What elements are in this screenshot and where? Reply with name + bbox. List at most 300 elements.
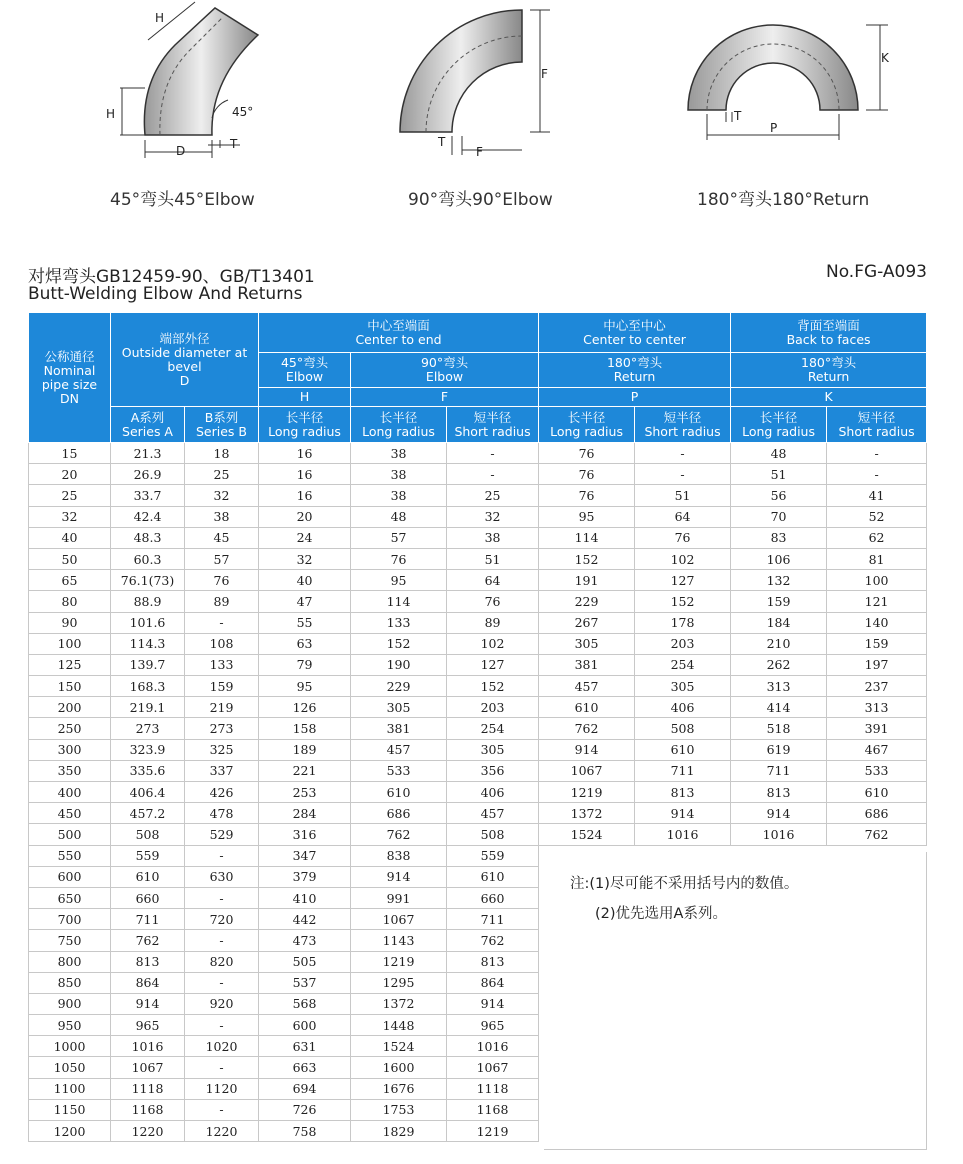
table-cell: 550 <box>29 845 111 866</box>
table-cell: 1016 <box>447 1036 539 1057</box>
table-cell: 379 <box>259 866 351 887</box>
table-cell: 21.3 <box>111 443 185 464</box>
table-cell: 101.6 <box>111 612 185 633</box>
table-row <box>29 739 927 760</box>
k-long-header: 长半径 Long radius <box>731 407 827 443</box>
series-b-header: B系列 Series B <box>185 407 259 443</box>
table-cell: 95 <box>351 570 447 591</box>
table-cell: 381 <box>351 718 447 739</box>
table-cell: 711 <box>731 760 827 781</box>
table-cell: 189 <box>259 739 351 760</box>
note-1: 注:(1)尽可能不采用括号内的数值。 <box>570 876 799 892</box>
table-cell: 619 <box>731 739 827 760</box>
table-cell: - <box>185 612 259 633</box>
table-cell: 610 <box>539 697 635 718</box>
table-cell: 127 <box>635 570 731 591</box>
table-cell: - <box>635 464 731 485</box>
table-row <box>29 697 927 718</box>
table-cell: 45 <box>185 527 259 548</box>
table-cell: 356 <box>447 760 539 781</box>
table-cell: 305 <box>539 633 635 654</box>
table-cell: 254 <box>447 718 539 739</box>
table-cell: 914 <box>351 866 447 887</box>
table-cell: 406 <box>635 697 731 718</box>
table-cell: 508 <box>635 718 731 739</box>
table-cell: 219.1 <box>111 697 185 718</box>
table-cell: 820 <box>185 951 259 972</box>
table-cell: 559 <box>447 845 539 866</box>
table-cell: 20 <box>259 506 351 527</box>
elbow-45-caption: 45°弯头45°Elbow <box>110 190 255 210</box>
table-cell: 813 <box>111 951 185 972</box>
table-cell: 508 <box>111 824 185 845</box>
table-cell: 965 <box>447 1015 539 1036</box>
table-cell: 88.9 <box>111 591 185 612</box>
table-cell: 758 <box>259 1121 351 1142</box>
table-cell: 694 <box>259 1078 351 1099</box>
table-cell: 457 <box>539 676 635 697</box>
table-cell: 610 <box>447 866 539 887</box>
table-cell: 48 <box>351 506 447 527</box>
table-cell: 720 <box>185 909 259 930</box>
table-cell: 132 <box>731 570 827 591</box>
table-cell: 95 <box>259 676 351 697</box>
table-cell: 15 <box>29 443 111 464</box>
table-cell: 813 <box>731 782 827 803</box>
table-cell: 159 <box>731 591 827 612</box>
table-cell: 250 <box>29 718 111 739</box>
table-cell: 102 <box>635 548 731 569</box>
table-cell: 406 <box>447 782 539 803</box>
elbow-90-diagram <box>390 0 570 170</box>
table-cell: 184 <box>731 612 827 633</box>
table-cell: 178 <box>635 612 731 633</box>
table-cell: 56 <box>731 485 827 506</box>
table-cell: 600 <box>259 1015 351 1036</box>
table-cell: 90 <box>29 612 111 633</box>
table-cell: 152 <box>447 676 539 697</box>
center-to-center-header: 中心至中心 Center to center <box>539 313 731 353</box>
table-cell: 24 <box>259 527 351 548</box>
table-cell: 106 <box>731 548 827 569</box>
table-cell: - <box>447 443 539 464</box>
table-cell: 62 <box>827 527 927 548</box>
table-cell: 610 <box>635 739 731 760</box>
table-cell: 920 <box>185 993 259 1014</box>
table-cell: 168.3 <box>111 676 185 697</box>
document-number: No.FG-A093 <box>825 262 927 282</box>
table-cell: 762 <box>111 930 185 951</box>
table-cell: 381 <box>539 654 635 675</box>
table-cell: 711 <box>635 760 731 781</box>
table-cell: 65 <box>29 570 111 591</box>
table-cell: 76 <box>351 548 447 569</box>
f-side-label: F <box>541 67 548 81</box>
table-cell: 313 <box>731 676 827 697</box>
table-cell: 262 <box>731 654 827 675</box>
table-cell: 64 <box>447 570 539 591</box>
table-cell: - <box>635 443 731 464</box>
elbow-90-header: 90°弯头 Elbow <box>351 353 539 388</box>
table-cell: 57 <box>351 527 447 548</box>
table-row <box>29 654 927 675</box>
table-row <box>29 760 927 781</box>
table-cell: 1600 <box>351 1057 447 1078</box>
table-cell: 335.6 <box>111 760 185 781</box>
back-to-faces-header: 背面至端面 Back to faces <box>731 313 927 353</box>
table-cell: 442 <box>259 909 351 930</box>
table-cell: 610 <box>351 782 447 803</box>
table-cell: 900 <box>29 993 111 1014</box>
table-cell: 40 <box>259 570 351 591</box>
t-label: T <box>230 137 238 151</box>
table-cell: 1220 <box>111 1121 185 1142</box>
table-cell: 38 <box>185 506 259 527</box>
table-cell: 152 <box>351 633 447 654</box>
table-cell: 32 <box>447 506 539 527</box>
table-cell: 26.9 <box>111 464 185 485</box>
table-cell: 133 <box>185 654 259 675</box>
table-row <box>29 527 927 548</box>
p-short-header: 短半径 Short radius <box>635 407 731 443</box>
table-cell: 203 <box>447 697 539 718</box>
table-row <box>29 803 927 824</box>
f-label: F <box>476 145 483 159</box>
f-short-header: 短半径 Short radius <box>447 407 539 443</box>
table-row <box>29 464 927 485</box>
table-row <box>29 676 927 697</box>
table-row <box>29 782 927 803</box>
table-cell: 762 <box>539 718 635 739</box>
table-cell: 16 <box>259 443 351 464</box>
table-row <box>29 612 927 633</box>
table-cell: 70 <box>731 506 827 527</box>
table-cell: 537 <box>259 972 351 993</box>
table-cell: 237 <box>827 676 927 697</box>
table-cell: 102 <box>447 633 539 654</box>
table-row <box>29 633 927 654</box>
symbol-p: P <box>539 388 731 407</box>
return-180-p-header: 180°弯头 Return <box>539 353 731 388</box>
table-cell: 914 <box>111 993 185 1014</box>
h-side-label: H <box>106 107 116 121</box>
table-cell: 414 <box>731 697 827 718</box>
table-cell: 1168 <box>447 1099 539 1120</box>
table-cell: 400 <box>29 782 111 803</box>
table-cell: 478 <box>185 803 259 824</box>
table-cell: 914 <box>447 993 539 1014</box>
table-cell: 76 <box>635 527 731 548</box>
table-cell: 1067 <box>111 1057 185 1078</box>
table-cell: 127 <box>447 654 539 675</box>
table-cell: 1016 <box>635 824 731 845</box>
table-cell: 950 <box>29 1015 111 1036</box>
table-cell: 48 <box>731 443 827 464</box>
table-cell: 1143 <box>351 930 447 951</box>
symbol-f: F <box>351 388 539 407</box>
table-cell: 38 <box>351 485 447 506</box>
table-cell: 89 <box>185 591 259 612</box>
table-cell: 316 <box>259 824 351 845</box>
table-cell: 914 <box>635 803 731 824</box>
table-cell: 305 <box>447 739 539 760</box>
table-cell: - <box>185 845 259 866</box>
table-cell: 337 <box>185 760 259 781</box>
title-english: Butt-Welding Elbow And Returns <box>28 284 303 304</box>
table-cell: 1448 <box>351 1015 447 1036</box>
table-cell: 323.9 <box>111 739 185 760</box>
table-row <box>29 824 927 845</box>
table-cell: 100 <box>827 570 927 591</box>
table-cell: 38 <box>351 443 447 464</box>
table-cell: 152 <box>539 548 635 569</box>
p-label: P <box>770 121 778 135</box>
table-cell: 229 <box>351 676 447 697</box>
table-cell: 568 <box>259 993 351 1014</box>
table-row <box>29 591 927 612</box>
table-cell: 1753 <box>351 1099 447 1120</box>
table-cell: 76 <box>539 464 635 485</box>
table-cell: 650 <box>29 887 111 908</box>
table-cell: 51 <box>731 464 827 485</box>
elbow-45-diagram <box>100 0 280 175</box>
symbol-h: H <box>259 388 351 407</box>
title-chinese: 对焊弯头GB12459-90、GB/T13401 <box>28 267 315 287</box>
table-cell: 1118 <box>111 1078 185 1099</box>
table-cell: 159 <box>827 633 927 654</box>
table-cell: 467 <box>827 739 927 760</box>
table-cell: 313 <box>827 697 927 718</box>
table-row <box>29 548 927 569</box>
table-cell: 1067 <box>539 760 635 781</box>
table-cell: 133 <box>351 612 447 633</box>
table-cell: 1219 <box>539 782 635 803</box>
table-cell: 1220 <box>185 1121 259 1142</box>
table-cell: 1372 <box>539 803 635 824</box>
table-cell: 610 <box>827 782 927 803</box>
table-cell: 726 <box>259 1099 351 1120</box>
table-cell: 686 <box>351 803 447 824</box>
table-cell: 76.1(73) <box>111 570 185 591</box>
table-cell: 1524 <box>539 824 635 845</box>
table-cell: 1100 <box>29 1078 111 1099</box>
table-cell: 89 <box>447 612 539 633</box>
table-cell: 813 <box>447 951 539 972</box>
table-cell: 1200 <box>29 1121 111 1142</box>
table-cell: 18 <box>185 443 259 464</box>
table-cell: 630 <box>185 866 259 887</box>
table-cell: 38 <box>447 527 539 548</box>
table-cell: 76 <box>185 570 259 591</box>
table-cell: 965 <box>111 1015 185 1036</box>
table-cell: 1067 <box>351 909 447 930</box>
table-cell: 273 <box>111 718 185 739</box>
h-long-header: 长半径 Long radius <box>259 407 351 443</box>
table-cell: 33.7 <box>111 485 185 506</box>
table-cell: 254 <box>635 654 731 675</box>
table-cell: 850 <box>29 972 111 993</box>
table-cell: 63 <box>259 633 351 654</box>
table-cell: 60.3 <box>111 548 185 569</box>
table-cell: 200 <box>29 697 111 718</box>
table-cell: 762 <box>827 824 927 845</box>
table-cell: 32 <box>29 506 111 527</box>
table-cell: 1524 <box>351 1036 447 1057</box>
table-cell: 197 <box>827 654 927 675</box>
table-cell: 813 <box>635 782 731 803</box>
table-cell: 305 <box>351 697 447 718</box>
table-cell: 114 <box>539 527 635 548</box>
table-cell: 1219 <box>447 1121 539 1142</box>
table-cell: 267 <box>539 612 635 633</box>
table-cell: 83 <box>731 527 827 548</box>
table-cell: 158 <box>259 718 351 739</box>
table-cell: 800 <box>29 951 111 972</box>
table-cell: 518 <box>731 718 827 739</box>
table-cell: 80 <box>29 591 111 612</box>
notes-box-outline <box>544 852 927 1150</box>
table-cell: 253 <box>259 782 351 803</box>
table-cell: 660 <box>111 887 185 908</box>
table-cell: 686 <box>827 803 927 824</box>
table-cell: 529 <box>185 824 259 845</box>
table-cell: 347 <box>259 845 351 866</box>
table-cell: 914 <box>731 803 827 824</box>
table-cell: 125 <box>29 654 111 675</box>
table-cell: - <box>185 1099 259 1120</box>
return-180-diagram <box>670 0 900 160</box>
table-cell: 505 <box>259 951 351 972</box>
table-cell: 1120 <box>185 1078 259 1099</box>
t-label: T <box>438 135 446 149</box>
table-cell: 32 <box>185 485 259 506</box>
table-cell: 50 <box>29 548 111 569</box>
table-cell: 1168 <box>111 1099 185 1120</box>
table-cell: 229 <box>539 591 635 612</box>
center-to-end-header: 中心至端面 Center to end <box>259 313 539 353</box>
d-label: D <box>176 144 186 158</box>
symbol-k: K <box>731 388 927 407</box>
table-cell: 711 <box>111 909 185 930</box>
table-cell: 300 <box>29 739 111 760</box>
table-cell: 500 <box>29 824 111 845</box>
table-cell: 76 <box>539 485 635 506</box>
table-cell: 533 <box>827 760 927 781</box>
table-cell: 159 <box>185 676 259 697</box>
table-cell: 838 <box>351 845 447 866</box>
table-cell: 273 <box>185 718 259 739</box>
table-cell: 600 <box>29 866 111 887</box>
table-cell: 150 <box>29 676 111 697</box>
table-cell: 610 <box>111 866 185 887</box>
table-cell: 1067 <box>447 1057 539 1078</box>
nominal-header: 公称通径 Nominal pipe size DN <box>29 313 111 443</box>
table-cell: 1219 <box>351 951 447 972</box>
table-cell: 914 <box>539 739 635 760</box>
table-cell: 1016 <box>731 824 827 845</box>
table-cell: - <box>185 887 259 908</box>
table-cell: 1372 <box>351 993 447 1014</box>
table-cell: 79 <box>259 654 351 675</box>
table-cell: 1676 <box>351 1078 447 1099</box>
f-long-header: 长半径 Long radius <box>351 407 447 443</box>
table-row <box>29 570 927 591</box>
table-cell: 76 <box>447 591 539 612</box>
table-cell: - <box>185 972 259 993</box>
table-cell: 864 <box>447 972 539 993</box>
table-cell: 406.4 <box>111 782 185 803</box>
table-cell: - <box>185 1057 259 1078</box>
table-cell: 81 <box>827 548 927 569</box>
table-cell: 20 <box>29 464 111 485</box>
table-cell: 51 <box>447 548 539 569</box>
table-cell: 631 <box>259 1036 351 1057</box>
table-cell: 16 <box>259 464 351 485</box>
elbow-45-header: 45°弯头 Elbow <box>259 353 351 388</box>
table-cell: 114 <box>351 591 447 612</box>
table-cell: 864 <box>111 972 185 993</box>
table-cell: 152 <box>635 591 731 612</box>
table-cell: 40 <box>29 527 111 548</box>
table-cell: 1118 <box>447 1078 539 1099</box>
table-cell: 1020 <box>185 1036 259 1057</box>
table-cell: 25 <box>185 464 259 485</box>
return-180-k-header: 180°弯头 Return <box>731 353 927 388</box>
table-cell: 100 <box>29 633 111 654</box>
table-cell: 457.2 <box>111 803 185 824</box>
table-cell: 219 <box>185 697 259 718</box>
angle-label: 45° <box>232 105 254 119</box>
table-cell: 305 <box>635 676 731 697</box>
table-cell: 76 <box>539 443 635 464</box>
table-row <box>29 485 927 506</box>
table-cell: - <box>185 930 259 951</box>
table-cell: 210 <box>731 633 827 654</box>
table-cell: 48.3 <box>111 527 185 548</box>
table-cell: 762 <box>351 824 447 845</box>
od-header: 端部外径 Outside diameter at bevel D <box>111 313 259 407</box>
table-cell: 457 <box>447 803 539 824</box>
table-cell: 473 <box>259 930 351 951</box>
h-top-label: H <box>155 11 165 25</box>
table-cell: 1295 <box>351 972 447 993</box>
table-cell: 410 <box>259 887 351 908</box>
table-cell: 457 <box>351 739 447 760</box>
table-cell: 663 <box>259 1057 351 1078</box>
table-cell: 108 <box>185 633 259 654</box>
return-180-caption: 180°弯头180°Return <box>697 190 870 210</box>
table-cell: 426 <box>185 782 259 803</box>
table-cell: 55 <box>259 612 351 633</box>
table-row <box>29 506 927 527</box>
table-cell: - <box>185 1015 259 1036</box>
table-cell: 325 <box>185 739 259 760</box>
table-cell: 391 <box>827 718 927 739</box>
note-2: (2)优先选用A系列。 <box>595 906 727 922</box>
table-cell: 750 <box>29 930 111 951</box>
table-cell: - <box>827 464 927 485</box>
table-cell: 191 <box>539 570 635 591</box>
table-cell: 126 <box>259 697 351 718</box>
table-cell: 1150 <box>29 1099 111 1120</box>
table-cell: 38 <box>351 464 447 485</box>
table-row <box>29 443 927 464</box>
table-cell: 42.4 <box>111 506 185 527</box>
table-cell: 1829 <box>351 1121 447 1142</box>
table-cell: 25 <box>29 485 111 506</box>
p-long-header: 长半径 Long radius <box>539 407 635 443</box>
table-cell: 1016 <box>111 1036 185 1057</box>
